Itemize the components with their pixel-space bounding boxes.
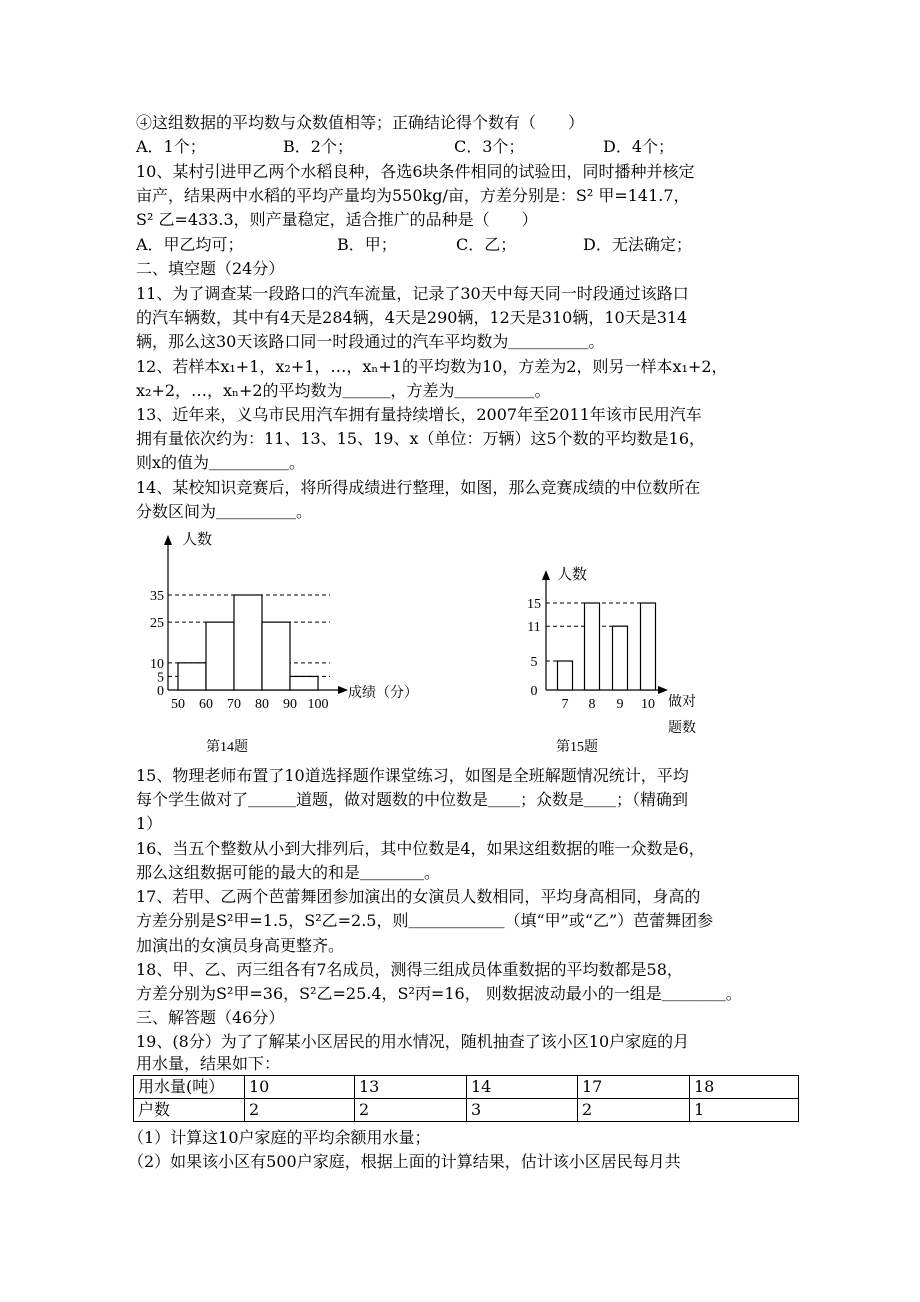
- q13-line-1: 13、近年来，义乌市民用汽车拥有量持续增长，2007年至2011年该市民用汽车: [136, 405, 702, 424]
- q10-option-a: A．甲乙均可；: [136, 235, 244, 254]
- q18-line-1: 18、甲、乙、丙三组各有7名成员，测得三组成员体重数据的平均数都是58，: [136, 960, 683, 979]
- chart1-x-arrow: [338, 686, 348, 694]
- chart2-bar: [613, 626, 628, 690]
- chart2-xlabel-1: 做对: [668, 695, 696, 710]
- q9-option-a: A．1个；: [136, 137, 206, 156]
- chart1-y-arrow: [164, 535, 172, 545]
- chart1-x-tick: 100: [307, 697, 329, 712]
- chart1-x-tick: 50: [171, 697, 185, 712]
- chart2-y-arrow: [542, 570, 550, 580]
- table-cell: 2: [355, 1099, 467, 1122]
- q9-tail: ④这组数据的平均数与众数值相等；正确结论得个数有（ ）: [136, 113, 585, 132]
- q19-line-2: 用水量，结果如下：: [136, 1054, 281, 1073]
- q13-line-2: 拥有量依次约为：11、13、15、19、x（单位：万辆）这5个数的平均数是16，: [136, 429, 706, 448]
- chart1-y-tick: 10: [150, 656, 164, 672]
- chart2-x-tick: 9: [616, 697, 624, 712]
- chart1-x-tick: 70: [227, 697, 241, 712]
- chart1-bar: [262, 622, 290, 690]
- chart1-x-tick: 60: [199, 697, 213, 712]
- q9-options: [136, 136, 674, 158]
- chart2-x-tick: 7: [561, 697, 569, 712]
- q18-line-2: 方差分别为S²甲=36，S²乙=25.4，S²丙=16， 则数据波动最小的一组是＿＿＿＿。: [136, 984, 742, 1003]
- chart1-bar: [178, 663, 206, 690]
- table-cell: 2: [578, 1099, 690, 1122]
- chart1-x-tick: 80: [255, 697, 269, 712]
- q9-option-d: D．4个；: [603, 137, 675, 156]
- q17-line-3: 加演出的女演员身高更整齐。: [136, 936, 345, 955]
- table-cell: 2: [245, 1099, 355, 1122]
- q15-line-3: 1）: [136, 814, 163, 833]
- table-cell: 1: [690, 1099, 799, 1122]
- q11-line-2: 的汽车辆数，其中有4天是284辆，4天是290辆，12天是310辆，10天是314: [136, 308, 688, 327]
- chart2-ylabel: 人数: [557, 567, 588, 583]
- chart1-bar: [206, 622, 234, 690]
- q9-option-b: B．2个；: [283, 137, 353, 156]
- q19-line-1: 19、(8分）为了了解某小区居民的用水情况，随机抽查了该小区10户家庭的月: [136, 1032, 690, 1051]
- q14-line-1: 14、某校知识竞赛后，将所得成绩进行整理，如图，那么竞赛成绩的中位数所在: [136, 478, 701, 497]
- q17-line-1: 17、若甲、乙两个芭蕾舞团参加演出的女演员人数相同，平均身高相同，身高的: [136, 887, 701, 906]
- chart1-caption: 第14题: [206, 740, 248, 755]
- chart2-x-arrow: [658, 686, 668, 694]
- chart2-y-tick: 15: [527, 597, 541, 612]
- chart2-y-tick: 11: [527, 620, 541, 636]
- chart2-y-tick: 5: [530, 655, 538, 670]
- q14-line-2: 分数区间为＿＿＿＿＿。: [136, 502, 313, 521]
- q11-line-3: 辆，那么这30天该路口同一时段通过的汽车平均数为＿＿＿＿＿。: [136, 332, 605, 351]
- chart1-y-tick: 5: [157, 670, 164, 686]
- q10-line-2: 亩产，结果两中水稻的平均产量均为550kg/亩，方差分别是：S² 甲=141.7，: [136, 186, 690, 205]
- chart2-xlabel-2: 题数: [668, 721, 696, 736]
- chart1-y-tick: 0: [157, 684, 164, 699]
- q19-part-2: （2）如果该小区有500户家庭，根据上面的计算结果，估计该小区居民每月共: [128, 1152, 681, 1171]
- table-header-cell: 14: [467, 1076, 578, 1099]
- q12-line-2: x₂+2，…，xₙ+2的平均数为＿＿＿，方差为＿＿＿＿＿。: [136, 381, 551, 400]
- section-2-heading: 二、填空题（24分）: [136, 259, 285, 278]
- q19-part-1: （1）计算这10户家庭的平均余额用水量；: [128, 1128, 431, 1147]
- table-header-cell: 17: [578, 1076, 690, 1099]
- table-cell: 户数: [134, 1099, 245, 1122]
- q10-option-c: C．乙；: [456, 235, 517, 254]
- q10-line-1: 10、某村引进甲乙两个水稻良种，各选6块条件相同的试验田，同时播种并核定: [136, 162, 695, 181]
- water-usage-table: [133, 1075, 799, 1122]
- q16-line-2: 那么这组数据可能的最大的和是＿＿＿＿。: [136, 863, 441, 882]
- table-row: [134, 1076, 799, 1099]
- chart1-y-tick: 25: [150, 616, 164, 632]
- chart2-bar: [558, 661, 573, 690]
- table-header-cell: 10: [245, 1076, 355, 1099]
- q15-line-2: 每个学生做对了＿＿＿道题，做对题数的中位数是＿＿；众数是＿＿；（精确到: [136, 790, 689, 809]
- table-header-cell: 13: [355, 1076, 467, 1099]
- chart2-x-tick: 10: [641, 697, 655, 712]
- chart1-ylabel: 人数: [182, 532, 213, 548]
- chart1-x-tick: 90: [283, 697, 297, 712]
- q10-options: [136, 234, 692, 256]
- chart2-caption: 第15题: [556, 740, 598, 755]
- q11-line-1: 11、为了调查某一段路口的汽车流量，记录了30天中每天同一时段通过该路口: [136, 284, 689, 303]
- chart2-bar: [585, 603, 600, 690]
- chart1-bar: [290, 676, 318, 690]
- q13-line-3: 则x的值为＿＿＿＿＿。: [136, 453, 306, 472]
- table-header-cell: 用水量(吨）: [134, 1076, 245, 1099]
- chart2-bar: [641, 603, 656, 690]
- chart2-x-tick: 8: [588, 697, 596, 712]
- chart2-y-tick: 0: [530, 684, 538, 699]
- chart-q14: [140, 525, 440, 760]
- q10-option-d: D．无法确定；: [583, 235, 692, 254]
- q10-line-3: S² 乙=433.3，则产量稳定，适合推广的品种是（ ）: [136, 210, 538, 229]
- q17-line-2: 方差分别是S²甲=1.5，S²乙=2.5，则＿＿＿＿＿＿（填“甲”或“乙”）芭蕾舞团参: [136, 911, 714, 930]
- chart1-y-tick: 35: [150, 589, 164, 604]
- chart-q15: [520, 560, 770, 760]
- q9-option-c: C．3个；: [454, 137, 525, 156]
- table-cell: 3: [467, 1099, 578, 1122]
- q12-line-1: 12、若样本x₁+1，x₂+1，…，xₙ+1的平均数为10，方差为2，则另一样本x₁+2，: [136, 357, 728, 376]
- section-3-heading: 三、解答题（46分）: [136, 1008, 285, 1027]
- table-header-cell: 18: [690, 1076, 799, 1099]
- table-row: [134, 1099, 799, 1122]
- chart1-xlabel: 成绩（分）: [348, 686, 418, 701]
- q10-option-b: B．甲；: [337, 235, 397, 254]
- q16-line-1: 16、当五个整数从小到大排列后，其中位数是4，如果这组数据的唯一众数是6，: [136, 839, 705, 858]
- chart1-bar: [234, 595, 262, 690]
- q15-line-1: 15、物理老师布置了10道选择题作课堂练习，如图是全班解题情况统计，平均: [136, 766, 689, 785]
